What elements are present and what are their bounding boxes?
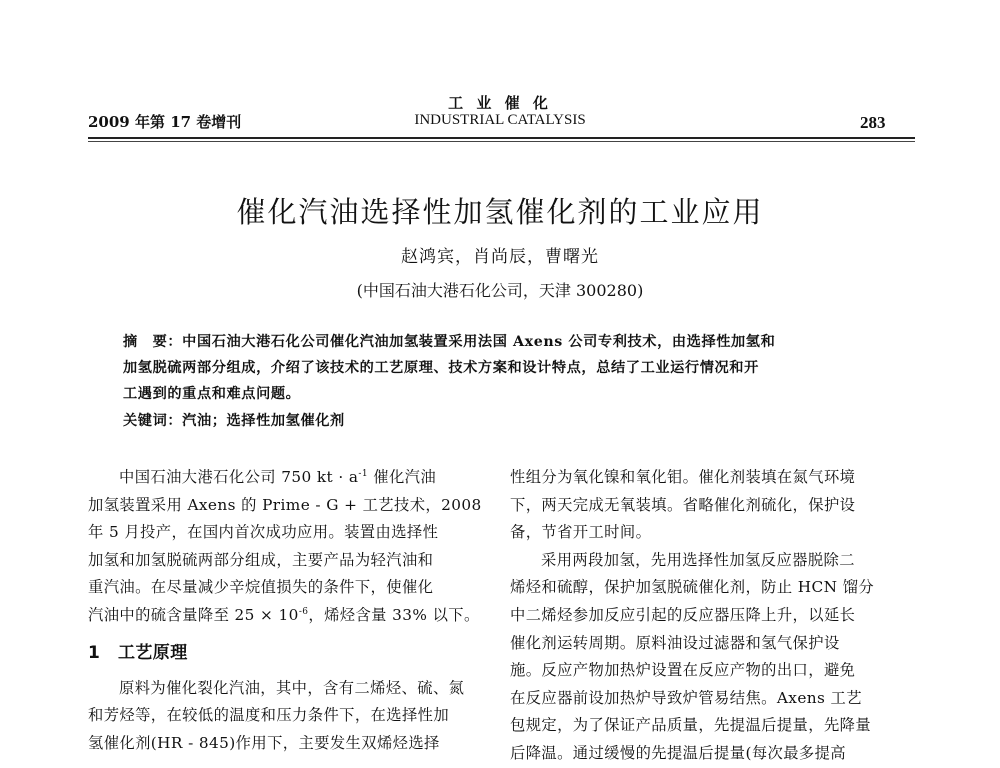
text-line: 施。反应产物加热炉设置在反应产物的出口，避免: [510, 661, 856, 680]
abstract-label: 摘 要：: [123, 334, 183, 350]
paragraph: [88, 675, 498, 758]
journal-issue: 2009 年第 17 卷增刊: [88, 113, 242, 131]
text-line: 氢催化剂(HR - 845)作用下，主要发生双烯烃选择: [88, 733, 440, 752]
paragraph: [88, 464, 498, 630]
text-line: 后降温。通过缓慢的先提温后提量(每次最多提高: [510, 743, 847, 762]
section-heading: [88, 639, 498, 667]
keywords-label: 关键词：: [123, 413, 183, 429]
text-line: 下，两天完成无氧装填。省略催化剂硫化，保护设: [510, 495, 856, 514]
text-run: 汽油中的硫含量降至 25 × 10: [88, 605, 299, 624]
text-line: 备，节省开工时间。: [510, 523, 652, 542]
header-rule-thick: [88, 137, 915, 139]
article-title: 催化汽油选择性加氢催化剂的工业应用: [236, 195, 764, 229]
text-line: 烯烃和硫醇，保护加氢脱硫催化剂，防止 HCN 馏分: [510, 578, 875, 597]
text-line: 原料为催化裂化汽油，其中，含有二烯烃、硫、氮: [119, 678, 465, 697]
keywords: [123, 410, 345, 430]
text-run: 催化汽油: [368, 468, 437, 486]
abstract-text: 中国石油大港石化公司催化汽油加氢装置采用法国 Axens 公司专利技术，由选择性加氢和: [182, 334, 776, 350]
paragraph: [510, 464, 915, 547]
page-number: 283: [860, 113, 886, 132]
text-line: 性组分为氧化镍和氧化钼。催化剂装填在氮气环境: [510, 468, 856, 486]
text-line: 和芳烃等，在较低的温度和压力条件下，在选择性加: [88, 706, 450, 725]
abstract-line-1: [123, 331, 775, 351]
article-affiliation: (中国石油大港石化公司，天津 300280): [356, 281, 644, 300]
abstract-line-3: 工遇到的重点和难点问题。: [123, 386, 301, 402]
text-line: 催化剂运转周期。原料油设过滤器和氢气保护设: [510, 633, 840, 652]
text-line: 年 5 月投产，在国内首次成功应用。装置由选择性: [88, 523, 439, 542]
text-run: ，烯烃含量 33% 以下。: [308, 605, 480, 624]
body-right-column: [510, 464, 915, 768]
text-line: 在反应器前设加热炉导致炉管易结焦。Axens 工艺: [510, 688, 862, 707]
journal-name-cn: 工 业 催 化: [448, 94, 552, 112]
article-authors: 赵鸿宾，肖尚辰，曹曙光: [401, 247, 599, 267]
superscript: -1: [358, 469, 368, 479]
text-line: 采用两段加氢，先用选择性加氢反应器脱除二: [541, 550, 855, 569]
text-line: 包规定，为了保证产品质量，先提温后提量，先降量: [510, 716, 872, 735]
keywords-text: 汽油；选择性加氢催化剂: [182, 413, 345, 429]
abstract-line-2: 加氢脱硫两部分组成，介绍了该技术的工艺原理、技术方案和设计特点，总结了工业运行情况和开: [123, 360, 759, 376]
superscript: -6: [298, 606, 309, 617]
text-line: 中二烯烃参加反应引起的反应器压降上升，以延长: [510, 605, 856, 624]
journal-name-en: INDUSTRIAL CATALYSIS: [414, 112, 586, 128]
text-line: 加氢装置采用 Axens 的 Prime - G + 工艺技术，2008: [88, 495, 482, 514]
section-number: 1: [88, 642, 101, 663]
text-line: [88, 464, 498, 492]
text-line: 加氢和加氢脱硫两部分组成，主要产品为轻汽油和: [88, 550, 434, 569]
text-line: [88, 602, 498, 630]
header-rule-thin: [88, 141, 915, 142]
text-run: 中国石油大港石化公司 750 kt · a: [119, 468, 359, 486]
text-line: 重汽油。在尽量减少辛烷值损失的条件下，使催化: [88, 578, 434, 597]
body-left-column: [88, 464, 498, 757]
paragraph: [510, 547, 915, 768]
section-title: 工艺原理: [118, 642, 188, 663]
